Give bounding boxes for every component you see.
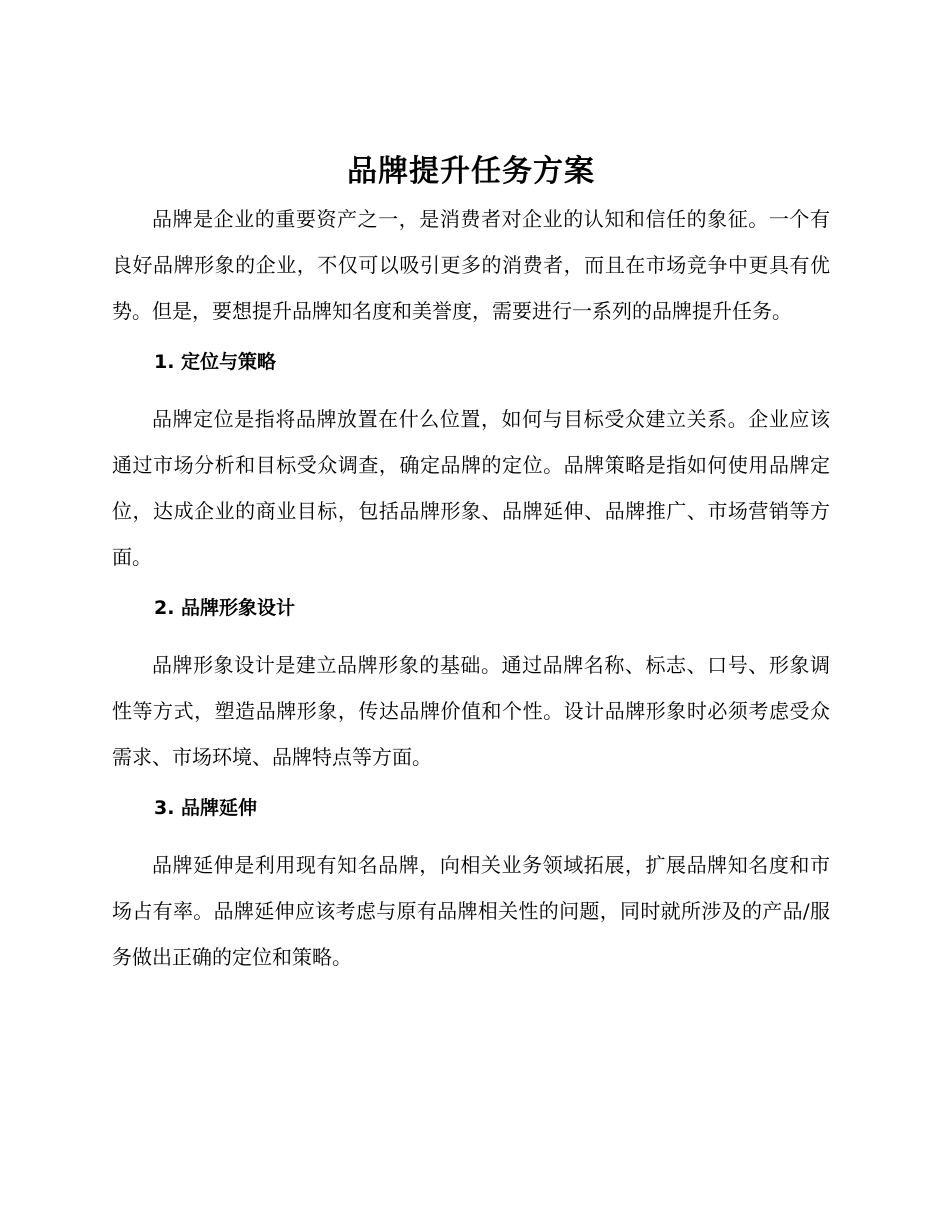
section-heading-brand-image: 2. 品牌形象设计: [154, 597, 296, 619]
spacer: [112, 820, 830, 842]
section-body-positioning: 品牌定位是指将品牌放置在什么位置，如何与目标受众建立关系。企业应该通过市场分析和目标受众调查，确定品牌的定位。品牌策略是指如何使用品牌定位，达成企业的商业目标，包括品牌形象、品牌延伸、品牌推广、市场营销等方面。: [112, 407, 830, 569]
section-body-brand-image: 品牌形象设计是建立品牌形象的基础。通过品牌名称、标志、口号、形象调性等方式，塑造品牌形象，传达品牌价值和个性。设计品牌形象时必须考虑受众需求、市场环境、品牌特点等方面。: [112, 653, 830, 769]
document-title: 品牌提升任务方案: [347, 154, 595, 189]
spacer: [112, 374, 830, 396]
spacer: [112, 620, 830, 642]
section-heading-brand-extension: 3. 品牌延伸: [154, 797, 258, 819]
section-body-brand-extension: 品牌延伸是利用现有知名品牌，向相关业务领域拓展，扩展品牌知名度和市场占有率。品牌延伸应该考虑与原有品牌相关性的问题，同时就所涉及的产品/服务做出正确的定位和策略。: [112, 853, 830, 969]
spacer: [112, 780, 830, 796]
section-heading-positioning: 1. 定位与策略: [154, 351, 277, 373]
spacer: [112, 580, 830, 596]
intro-paragraph: 品牌是企业的重要资产之一，是消费者对企业的认知和信任的象征。一个有良好品牌形象的企业，不仅可以吸引更多的消费者，而且在市场竞争中更具有优势。但是，要想提升品牌知名度和美誉度，需要进行一系列的品牌提升任务。: [112, 207, 830, 323]
spacer: [112, 334, 830, 350]
